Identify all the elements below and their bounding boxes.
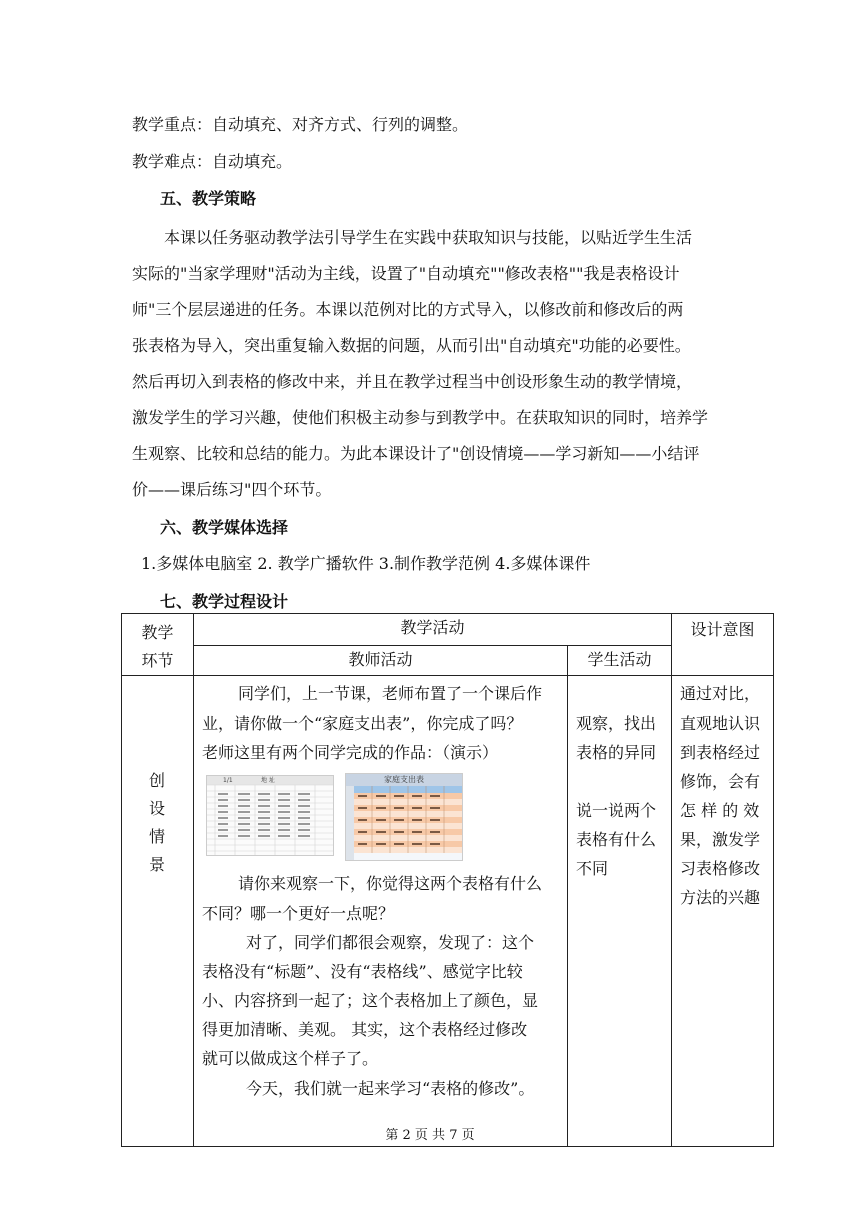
- intent-cell: [672, 676, 774, 1147]
- teacher-line: 同学们，上一节课，老师布置了一个课后作: [238, 684, 543, 703]
- student-activity-cell: [568, 676, 672, 1147]
- teacher-line: 得更加清晰、美观。 其实，这个表格经过修改: [202, 1020, 528, 1039]
- teaching-process-table: [121, 613, 774, 1147]
- student-line: 观察，找出: [576, 714, 657, 733]
- student-line: 说一说两个: [576, 801, 657, 820]
- key-points-line: 教学重点：自动填充、对齐方式、行列的调整。: [132, 115, 469, 134]
- stage-char: 设: [148, 799, 165, 818]
- teacher-activity-cell: [194, 676, 568, 1147]
- intent-line: 修饰，会有: [680, 772, 761, 791]
- teacher-line: 表格没有“标题”、没有“表格线”、感觉字比较: [202, 962, 523, 981]
- paragraph-line: 然后再切入到表格的修改中来，并且在教学过程当中创设形象生动的教学情境，: [132, 372, 693, 391]
- stage-header-line: 教学: [141, 623, 174, 642]
- intent-line: 果，激发学: [680, 830, 761, 849]
- intent-line: 习表格修改: [680, 859, 761, 878]
- intent-line: 通过对比，: [680, 684, 761, 703]
- intent-line: 到表格经过: [680, 743, 761, 762]
- formatted-table-grid: [346, 774, 462, 860]
- section5-heading: 五、教学策略: [160, 189, 257, 208]
- teacher-line: 就可以做成这个样子了。: [202, 1049, 379, 1068]
- plain-table-grid: [207, 776, 333, 855]
- page-footer: 第 2 页 共 7 页: [385, 1128, 475, 1143]
- stage-cell: [122, 676, 194, 1147]
- thumb-cell-ref: 1/1: [223, 777, 233, 784]
- plain-table-thumbnail: [206, 775, 334, 856]
- section6-heading: 六、教学媒体选择: [160, 518, 289, 537]
- intent-header: 设计意图: [672, 614, 774, 676]
- student-line: 表格的异同: [576, 743, 657, 762]
- section7-heading: 七、教学过程设计: [160, 592, 289, 611]
- teacher-line: 对了，同学们都很会观察，发现了：这个: [246, 933, 535, 952]
- thumb-formula: 地 址: [261, 777, 275, 784]
- stage-char: 创: [148, 771, 165, 790]
- teacher-line: 今天，我们就一起来学习“表格的修改”。: [246, 1079, 535, 1098]
- teacher-line: 请你来观察一下，你觉得这两个表格有什么: [238, 874, 543, 893]
- teacher-line: 小、内容挤到一起了；这个表格加上了颜色，显: [202, 991, 539, 1010]
- student-line: 不同: [576, 859, 609, 878]
- paragraph-line: 生观察、比较和总结的能力。为此本课设计了"创设情境——学习新知——小结评: [132, 444, 700, 463]
- stage-char: 景: [148, 855, 165, 874]
- student-line: 表格有什么: [576, 830, 657, 849]
- stage-header-cell: [122, 614, 194, 676]
- intent-line: 直观地认识: [680, 714, 761, 733]
- teacher-activity-header: 教师活动: [194, 645, 568, 675]
- teacher-line: 老师这里有两个同学完成的作品：（演示）: [202, 743, 499, 762]
- stage-char: 情: [148, 827, 165, 846]
- student-activity-header: 学生活动: [568, 645, 672, 675]
- formatted-table-thumbnail: [345, 773, 463, 861]
- thumb-table-title: 家庭支出表: [384, 775, 424, 784]
- activity-header: 教学活动: [194, 614, 672, 646]
- media-list: 1.多媒体电脑室 2. 教学广播软件 3.制作教学范例 4.多媒体课件: [141, 554, 591, 573]
- teacher-line: 不同？哪一个更好一点呢？: [202, 904, 395, 923]
- paragraph-line: 张表格为导入，突出重复输入数据的问题，从而引出"自动填充"功能的必要性。: [132, 336, 691, 355]
- paragraph-line: 本课以任务驱动教学法引导学生在实践中获取知识与技能，以贴近学生生活: [164, 228, 693, 247]
- intent-line: 怎 样 的 效: [680, 801, 760, 820]
- teacher-line: 业，请你做一个“家庭支出表”，你完成了吗？: [202, 714, 523, 733]
- intent-line: 方法的兴趣: [680, 888, 761, 907]
- stage-header-line: 环节: [141, 651, 174, 670]
- difficulty-line: 教学难点：自动填充。: [132, 152, 293, 171]
- paragraph-line: 激发学生的学习兴趣，使他们积极主动参与到教学中。在获取知识的同时，培养学: [132, 408, 709, 427]
- paragraph-line: 实际的"当家学理财"活动为主线，设置了"自动填充""修改表格""我是表格设计: [132, 264, 680, 283]
- paragraph-line: 价——课后练习"四个环节。: [132, 480, 332, 499]
- paragraph-line: 师"三个层层递进的任务。本课以范例对比的方式导入，以修改前和修改后的两: [132, 300, 684, 319]
